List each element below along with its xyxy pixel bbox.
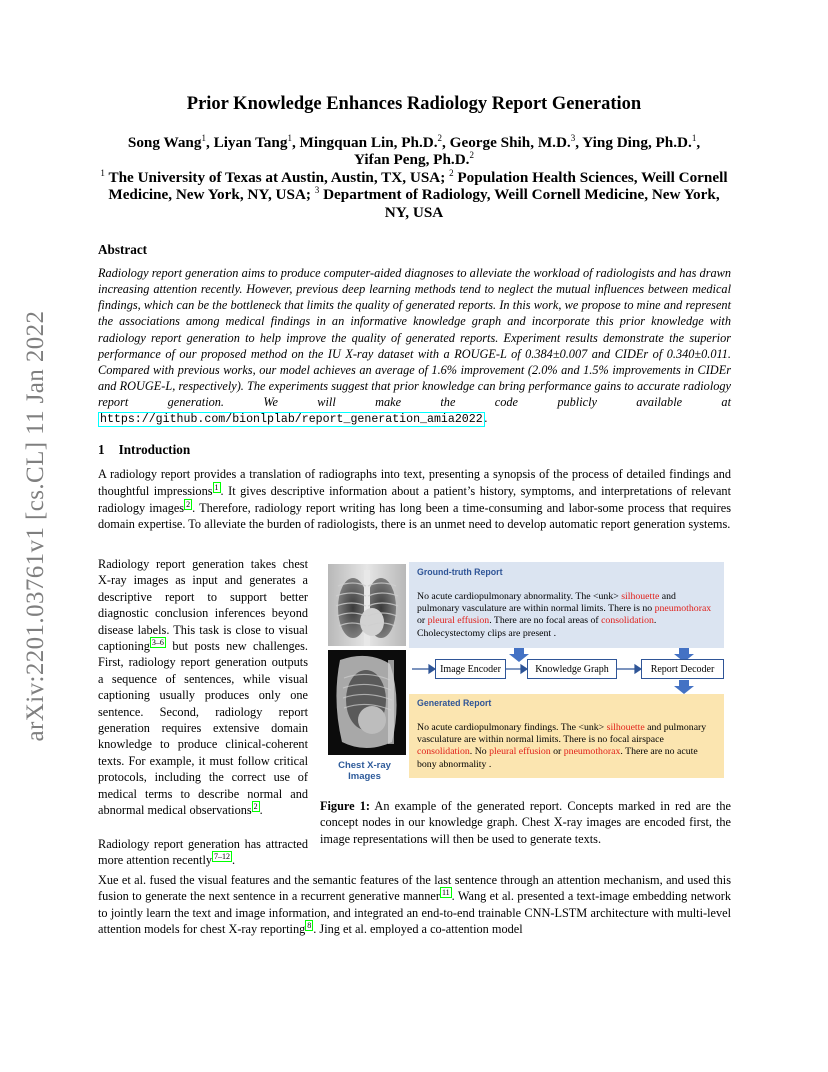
paragraph-text: . Therefore, radiology report writing has long been a time-consuming and labor-some process that requires domain expertise. To alleviate the burden of radiologists, there is an unmet need to develop automatic report generation systems. <box>98 500 731 532</box>
report-text: . Cholecystectomy clips are present . <box>417 615 657 639</box>
author-aff: 1 <box>691 133 697 143</box>
down-arrow-icon <box>674 680 694 694</box>
author-list: Song Wang$^1$, Liyan Tang$^1$, Mingquan Lin, Ph.D.$^2$, George Shih, M.D.$^3$, Ying Ding, Ph.D.$^1$, Yifan Peng, Ph.D.$^2$ <box>127 133 701 168</box>
citation-link[interactable]: 2 <box>253 802 258 812</box>
affiliation: The University of Texas at Austin, Austin, TX, USA; <box>108 169 446 186</box>
author-name: Ying Ding, Ph.D. <box>582 134 692 151</box>
citation-link[interactable]: 2 <box>186 499 191 509</box>
code-link[interactable]: https://github.com/bionlplab/report_generation_amia2022 <box>100 413 483 427</box>
down-arrow-icon <box>509 648 529 662</box>
author-aff: 2 <box>437 133 443 143</box>
arxiv-id: arXiv:2201.03761v1 [cs.CL] 11 Jan 2022 <box>22 310 49 742</box>
report-text: and pulmonary vasculature are within normal limits. There is no focal airspace <box>417 722 707 746</box>
section-number: 1 <box>98 442 105 457</box>
concept-term: pneumothorax <box>654 603 712 615</box>
report-text: . There are no focal areas of <box>489 615 602 627</box>
affiliation-num: 2 <box>449 168 454 178</box>
author-name: Liyan Tang <box>213 134 288 151</box>
author-name: George Shih, M.D. <box>449 134 571 151</box>
report-text: and pulmonary vasculature are within normal limits. There is no <box>417 591 676 615</box>
citation-link[interactable]: 1 <box>214 482 219 492</box>
author-name: Song Wang <box>127 134 202 151</box>
knowledge-graph-box: Knowledge Graph <box>527 659 617 679</box>
paper-title: Prior Knowledge Enhances Radiology Report Generation <box>186 94 642 114</box>
bottom-paragraph <box>98 872 731 938</box>
caption-label: Figure 1: <box>320 799 370 813</box>
concept-term: pleural effusion <box>427 615 490 627</box>
author-name: Yifan Peng, Ph.D. <box>354 151 470 168</box>
frontal-xray-image <box>328 564 406 646</box>
paragraph-text: . <box>232 853 236 868</box>
ground-truth-title: Ground-truth Report <box>417 567 503 577</box>
paragraph-text: but posts new challenges. First, radiology report generation outputs a sequence of sentences, while visual captioning usually produces only one sentence. Second, radiology report generation requires extensive domain knowledge to produce clinical-coherent texts. For example, it must follow critical protocols, including the correct use of medical terms to describe normal and abnormal medical observations <box>98 639 308 818</box>
abstract-heading: Abstract <box>98 242 148 257</box>
paragraph-text: Radiology report generation takes chest X-ray images as input and generates a descriptive report to support better diagnostic conclusion inferences beyond disease labels. This task is close to visual captioning <box>98 557 308 654</box>
arxiv-sidebar <box>8 286 64 766</box>
intro-paragraph <box>98 466 731 533</box>
generated-report-title: Generated Report <box>417 698 492 708</box>
report-text: . There are no acute bony abnormality . <box>417 746 698 770</box>
image-encoder-box: Image Encoder <box>435 659 506 679</box>
paragraph-text: Radiology report generation has attracted more attention recently <box>98 837 308 868</box>
section-title: Introduction <box>118 442 191 457</box>
citation-link[interactable]: 11 <box>441 888 450 898</box>
paragraph-text: A radiology report provides a translation of radiographs into text, presenting a synopsis of the process of detailed findings and thoughtful impressions <box>98 467 731 498</box>
paragraph-text: . Wang et al. presented a text-image embedding network to jointly learn the text and image information, and integrated an end-to-end trainable CNN-LSTM architecture with multi-level attention models for chest X-ray reporting <box>98 889 732 937</box>
xray-images-label: Chest X-ray Images <box>338 760 391 782</box>
citation-link[interactable]: 7–12 <box>214 852 231 862</box>
paragraph-text: . Jing et al. employed a co-attention model <box>313 922 523 937</box>
figure-caption <box>320 798 731 847</box>
generated-report <box>417 722 715 771</box>
affiliation: Population Health Sciences, Weill Cornell Medicine, New York, NY, USA; <box>108 169 728 204</box>
concept-term: pleural effusion <box>489 746 551 758</box>
ground-truth-report <box>417 591 715 640</box>
left-column-paragraph-2 <box>98 836 308 869</box>
report-decoder-box: Report Decoder <box>641 659 724 679</box>
generated-report-box <box>409 694 724 778</box>
report-text: or <box>550 746 564 758</box>
concept-term: silhouette <box>621 591 660 602</box>
affiliation-num: 1 <box>100 168 105 178</box>
caption-text: An example of the generated report. Concepts marked in red are the concept nodes in our knowledge graph. Chest X-ray images are encoded first, the image representations will then be used to generate texts. <box>320 799 731 846</box>
author-aff: 2 <box>469 150 474 160</box>
citation-link[interactable]: 3–6 <box>151 638 164 648</box>
concept-term: consolidation <box>417 746 470 758</box>
paragraph-text: Xue et al. fused the visual features and the semantic features of the last sentence through an attention mechanism, and used this fusion to generate the next sentence in a recurrent generative manner <box>98 873 731 904</box>
report-text: or <box>417 615 428 627</box>
affiliations <box>96 169 732 221</box>
affiliation-num: 3 <box>314 185 320 196</box>
ground-truth-box <box>409 562 724 648</box>
report-text: No acute cardiopulmonary findings. The <unk> <box>417 722 607 733</box>
section-heading <box>98 442 190 458</box>
author-name: Mingquan Lin, Ph.D. <box>299 134 438 151</box>
concept-term: pneumothorax <box>563 746 621 758</box>
citation-link[interactable]: 8 <box>307 921 312 931</box>
concept-term: silhouette <box>606 722 645 733</box>
author-aff: 1 <box>201 133 206 143</box>
author-aff: 1 <box>287 133 292 143</box>
lateral-xray-image <box>328 650 406 755</box>
author-aff: 3 <box>570 133 576 143</box>
report-text: . No <box>469 746 490 758</box>
left-column-paragraph <box>98 556 308 819</box>
report-text: No acute cardiopulmonary abnormality. The <unk> <box>417 591 622 602</box>
paragraph-text: . It gives descriptive information about a patient’s history, symptoms, and interpretations of relevant radiology images <box>98 483 731 515</box>
affiliation: Department of Radiology, Weill Cornell Medicine, New York, NY, USA <box>323 186 720 221</box>
concept-term: consolidation <box>601 615 654 627</box>
paragraph-text: . <box>259 803 263 818</box>
abstract-text: Radiology report generation aims to produce computer-aided diagnoses to alleviate the workload of radiologists and has drawn increasing attention recently. However, previous deep learning methods tend to neglect the mutual influences between medical findings, which can be the bottleneck that limits the quality of generated reports. In this work, we propose to mine and represent the associations among medical findings in an informative knowledge graph and incorporate this prior knowledge with radiology report generation to help improve the quality of generated reports. Experiment results demonstrate the superior performance of our proposed method on the IU X-ray dataset with a ROUGE-L of 0.384±0.007 and CIDEr of 0.340±0.011. Compared with previous works, our model achieves an average of 1.6% improvement (2.0% and 1.5% improvements in CIDEr and ROUGE-L, respectively). The experiments suggest that prior knowledge can bring performance gains to accurate radiology report generation. We will make the code publicly available at <box>98 266 731 410</box>
abstract-body: Radiology report generation aims to produce computer-aided diagnoses to alleviate the workload of radiologists and has drawn increasing attention recently. However, previous deep learning methods tend to neglect the mutual influences between medical findings, which can be the bottleneck that limits the quality of generated reports. In this work, we propose to mine and represent the associations among medical findings in an informative knowledge graph and incorporate this prior knowledge with radiology report generation to help improve the quality of generated reports. Experiment results demonstrate the superior performance of our proposed method on the IU X-ray dataset with a ROUGE-L of 0.384±0.007 and CIDEr of 0.340±0.011. Compared with previous works, our model achieves an average of 1.6% improvement (2.0% and 1.5% improvements in CIDEr and ROUGE-L, respectively). The experiments suggest that prior knowledge can bring performance gains to accurate radiology report generation. We will make the code publicly available at https://github.com/bionlplab/report_generation_amia2022 . <box>98 266 731 427</box>
